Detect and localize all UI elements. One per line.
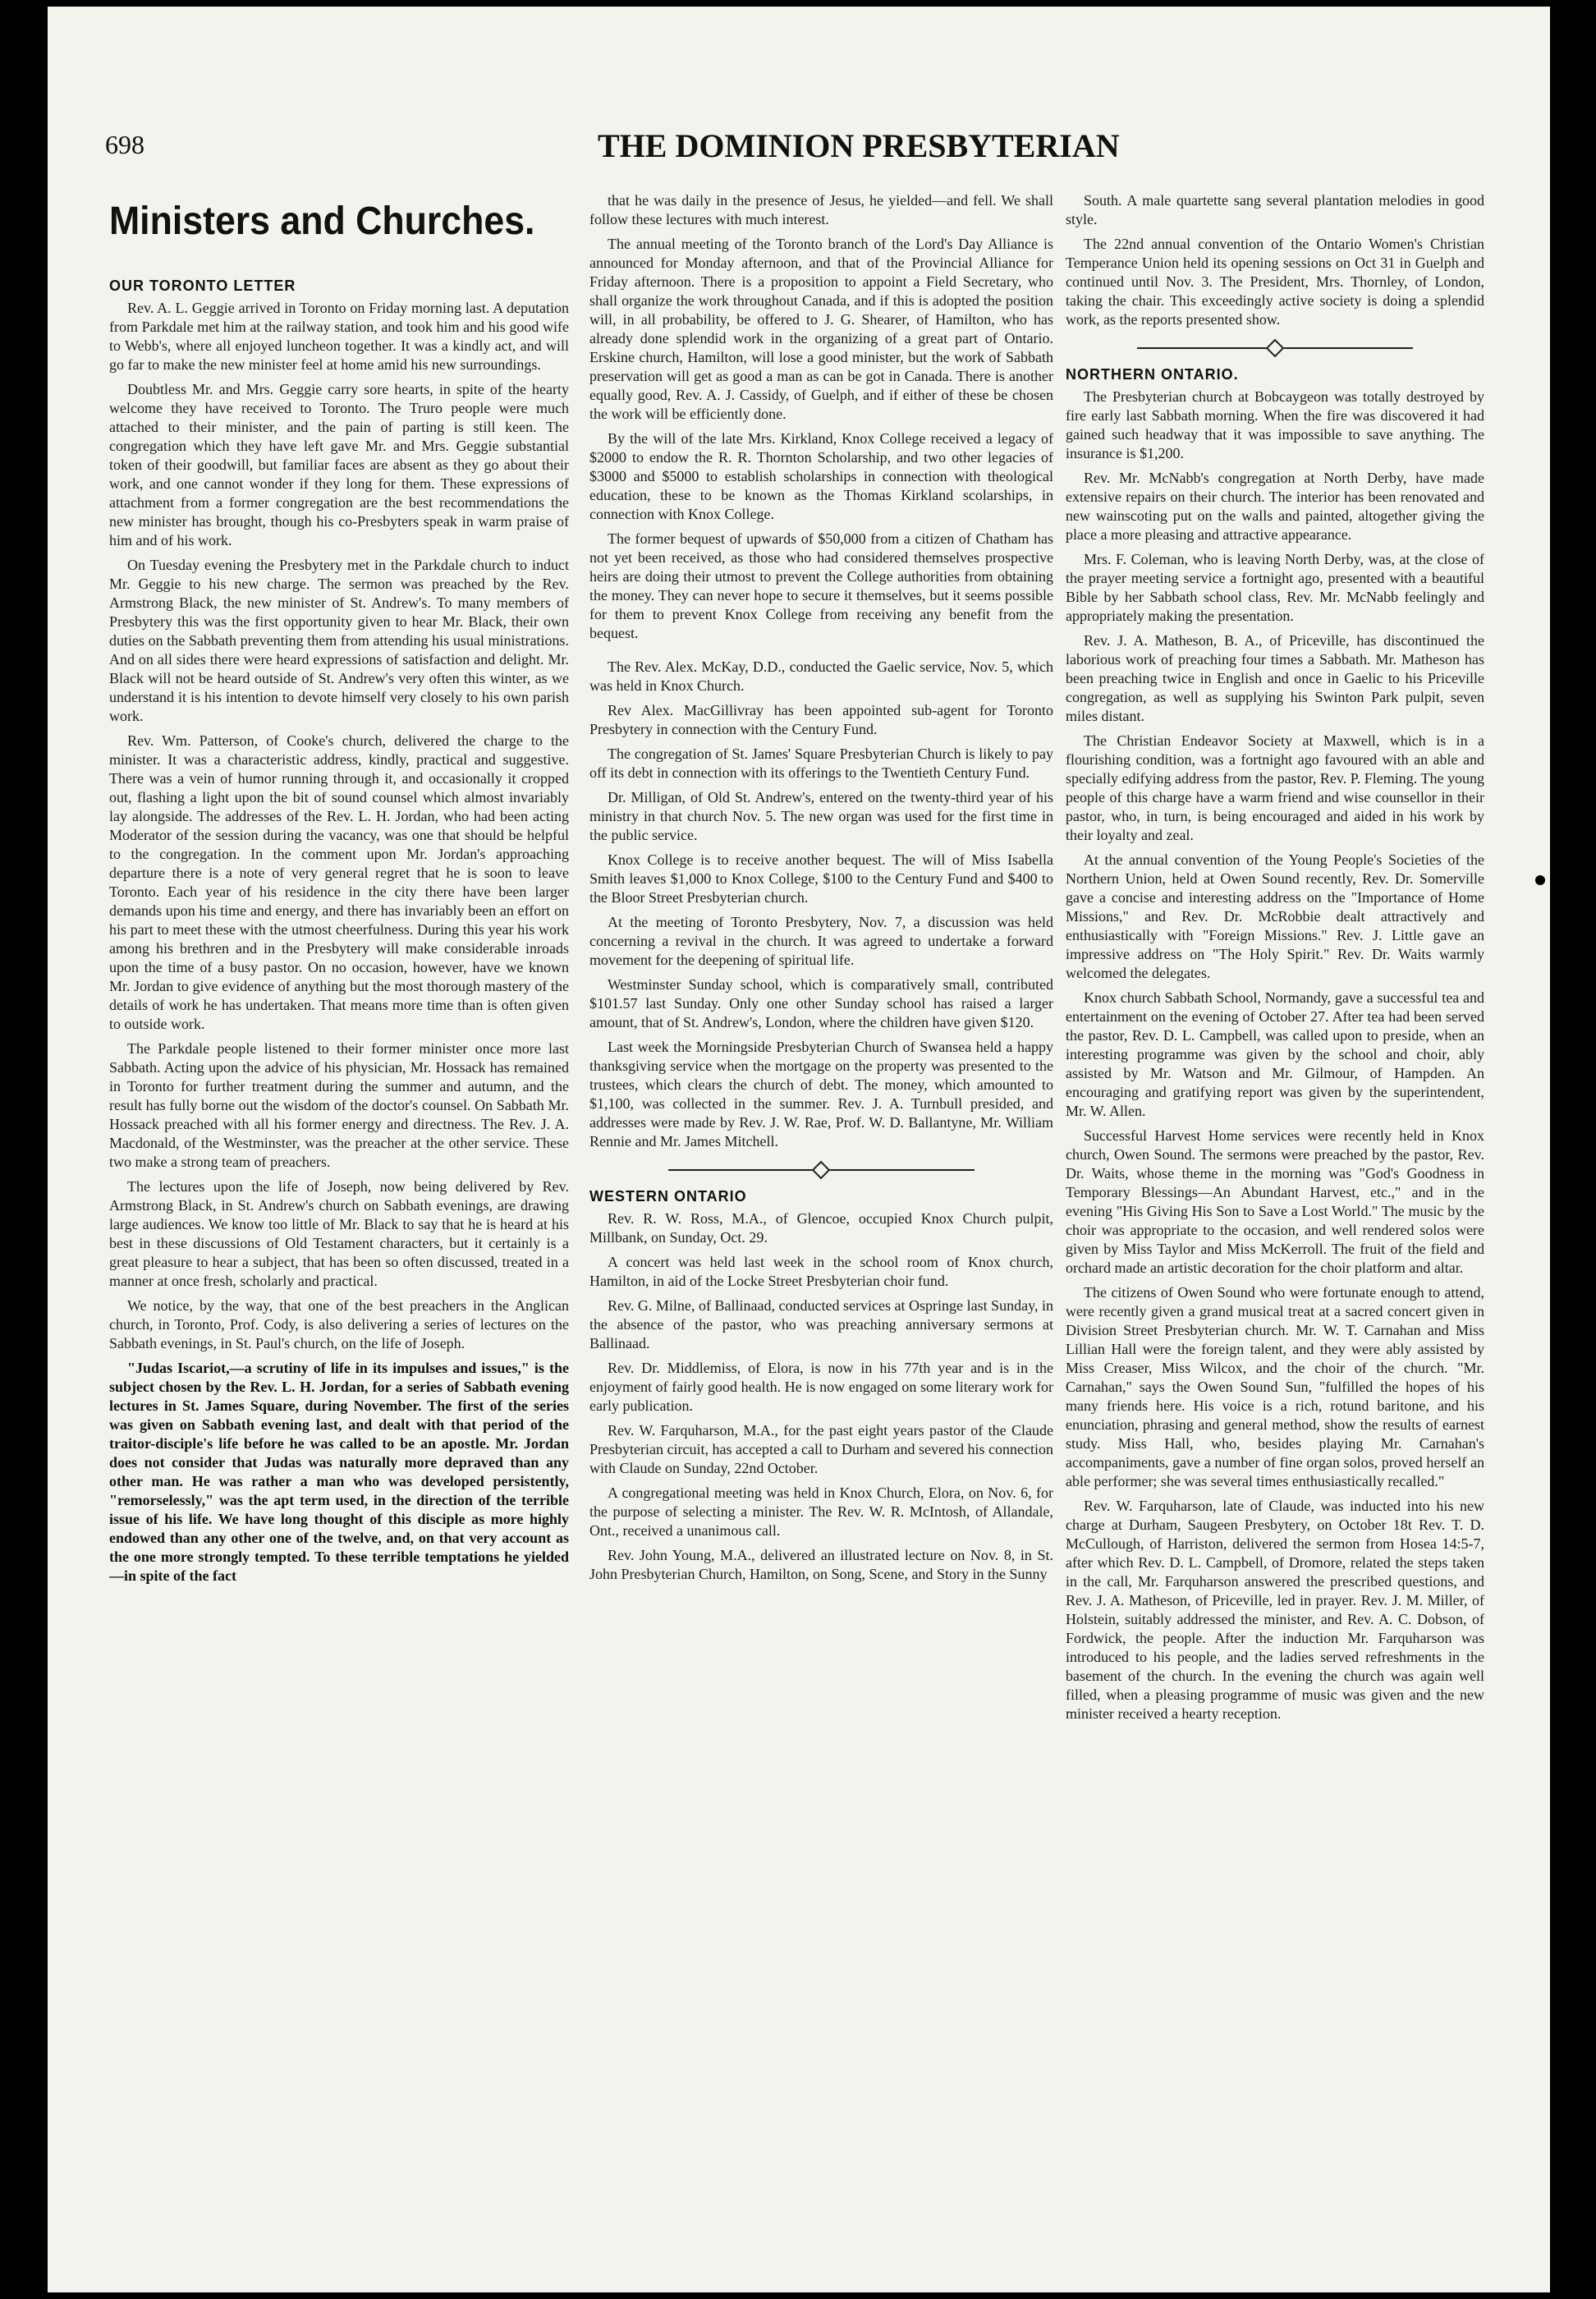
- article-paragraph: Rev. A. L. Geggie arrived in Toronto on Friday morning last. A deputation from Parkdale met him at the railway station, and took him and his good wife to Webb's, where all enjoyed luncheon together. It was a kindly act, and will go far to make the new minister feel at home amid his new surroundings.: [109, 300, 569, 373]
- article-paragraph: South. A male quartette sang several plantation melodies in good style.: [1066, 192, 1484, 227]
- article-paragraph: Rev. John Young, M.A., delivered an illustrated lecture on Nov. 8, in St. John Presbyterian Church, Hamilton, on Song, Scene, and Story in the Sunny: [589, 1547, 1053, 1582]
- section-divider: [1137, 341, 1414, 356]
- article-paragraph: At the annual convention of the Young People's Societies of the Northern Union, held at Owen Sound recently, Rev. Dr. Somerville gave a concise and interesting address on the "Importance of Home Missions," and Rev. Dr. McRobbie dealt attractively and enthusiastically with "Foreign Missions." Rev. J. Little gave an impressive address on "The Holy Spirit." Rev. Dr. Waits warmly welcomed the delegates.: [1066, 851, 1484, 981]
- article-paragraph: The former bequest of upwards of $50,000 from a citizen of Chatham has not yet been received, as those who had considered themselves prospective heirs are doing their utmost to prevent the College authorities from obtaining the money. They can never hope to secure it themselves, but it seems possible for them to prevent Knox College from receiving any benefit from the bequest.: [589, 530, 1053, 641]
- article-paragraph: Doubtless Mr. and Mrs. Geggie carry sore hearts, in spite of the hearty welcome they have received to Toronto. The Truro people were much attached to their minister, and the pain of parting is still keen. The congregation which they have left gave Mr. and Mrs. Geggie substantial token of their goodwill, but familiar faces are absent as they go about their work, and one cannot wonder if they long for them. These expressions of attachment from a former congregation are the best recommendations the new minister has brought, though his co-Presbyters speak in warm praise of him and of his work.: [109, 381, 569, 548]
- article-paragraph: The congregation of St. James' Square Presbyterian Church is likely to pay off its debt in connection with its offerings to the Twentieth Century Fund.: [589, 746, 1053, 781]
- col3-top-body: [1066, 191, 1484, 329]
- article-paragraph: "Judas Iscariot,—a scrutiny of life in its impulses and issues," is the subject chosen by the Rev. L. H. Jordan, for a series of Sabbath evening lectures in St. James Square, during November. The first of the series was given on Sabbath evening last, and dealt with that period of the traitor-disciple's life before he was called to be an apostle. Mr. Jordan does not consider that Judas was naturally more depraved than any other man. He was rather a man who was developed persistently, "remorselessly," was the apt term used, in the direction of the terrible issue of his life. We have long thought of this disciple as more highly endowed than any other one of the twelve, and, on that very account as the one more strongly tempted. To these terrible temptations he yielded—in spite of the fact: [109, 1360, 569, 1584]
- article-paragraph: On Tuesday evening the Presbytery met in the Parkdale church to induct Mr. Geggie to his new charge. The sermon was preached by the Rev. Armstrong Black, the new minister of St. Andrew's. To many members of Presbytery this was the first opportunity given to hear Mr. Black, their own duties on the Sabbath preventing them from attending his usual ministrations. And on all sides there were heard expressions of satisfaction and delight. Mr. Black will not be heard outside of St. Andrew's very often this winter, as we understand it is his intention to devote himself very closely to his own parish work.: [109, 557, 569, 724]
- article-paragraph: The Parkdale people listened to their former minister once more last Sabbath. Acting upon the advice of his physician, Mr. Hossack has remained in Toronto for further treatment during the summer and autumn, and the result has fully borne out the wisdom of the doctor's counsel. On Sabbath Mr. Hossack preached with all his former energy and directness. The Rev. J. A. Macdonald, of the Westminster, was the preacher at the other service. These two make a strong team of preachers.: [109, 1040, 569, 1170]
- article-paragraph: A congregational meeting was held in Knox Church, Elora, on Nov. 6, for the purpose of selecting a minister. The Rev. W. R. McIntosh, of Allandale, Ont., received a unanimous call.: [589, 1484, 1053, 1539]
- column-1: [109, 191, 569, 2187]
- article-paragraph: Rev. Wm. Patterson, of Cooke's church, delivered the charge to the minister. It was a characteristic address, kindly, practical and suggestive. There was a vein of humor running through it, and occasionally it cropped out, flashing a light upon the bit of sound counsel which almost invariably lay alongside. The addresses of the Rev. L. H. Jordan, who had been acting Moderator of the session during the vacancy, was one that should be helpful to the congregation. In the comment upon Mr. Jordan's approaching departure there is a note of very general regret that he is soon to leave Toronto. Each year of his residence in the city there have been larger demands upon his time and energy, and there has invariably been an effort on his part to meet these with the utmost cheerfulness. During this year his work among his brethren and in the Presbytery will make considerable inroads upon the time of a busy pastor. On no occasion, however, have we known Mr. Jordan to give evidence of anything but the most thorough mastery of the details of work he has undertaken. That means more time than is often given to outside work.: [109, 732, 569, 1032]
- article-paragraph: A concert was held last week in the school room of Knox church, Hamilton, in aid of the Locke Street Presbyterian choir fund.: [589, 1254, 1053, 1289]
- article-paragraph: The annual meeting of the Toronto branch of the Lord's Day Alliance is announced for Monday afternoon, and that of the Provincial Alliance for Friday afternoon. There is a proposition to appoint a Field Secretary, who shall organize the work throughout Canada, and if this is adopted the position will, in all probability, be offered to J. G. Shearer, of Hamilton, who has already done splendid work in the organizing of a great part of Ontario. Erskine church, Hamilton, will lose a good minister, but the work of Sabbath preservation will get as good a man as can be got in Canada. There is another equally good, Rev. A. J. Cassidy, of Guelph, and if either of these be chosen the work will be efficiently done.: [589, 236, 1053, 422]
- article-paragraph: Rev. Dr. Middlemiss, of Elora, is now in his 77th year and is in the enjoyment of fairly good health. He is now engaged on some literary work for early publication.: [589, 1360, 1053, 1414]
- article-paragraph: Rev. R. W. Ross, M.A., of Glencoe, occupied Knox Church pulpit, Millbank, on Sunday, Oct. 29.: [589, 1210, 1053, 1246]
- article-paragraph: Rev. W. Farquharson, late of Claude, was inducted into his new charge at Durham, Saugeen Presbytery, on October 18t Rev. T. D. McCullough, of Harriston, delivered the sermon from Hosea 14:5-7, after which Rev. D. L. Campbell, of Dromore, related the steps taken in the call, Mr. Farquharson answered the prescribed questions, and Rev. J. A. Matheson, of Priceville, led in prayer. Rev. J. M. Miller, of Holstein, suitably addressed the minister, and Rev. A. C. Dobson, of Fordwick, the people. After the induction Mr. Farquharson was introduced to his people, and the ladies served refreshments in the basement of the church. In the evening the church was again well filled, when a pleasing programme of music was given and the new minister received a hearty reception.: [1066, 1498, 1484, 1722]
- article-paragraph: Knox College is to receive another bequest. The will of Miss Isabella Smith leaves $1,000 to Knox College, $100 to the Century Fund and $400 to the Bloor Street Presbyterian church.: [589, 851, 1053, 906]
- section-heading-northern: NORTHERN ONTARIO.: [1066, 366, 1239, 383]
- article-paragraph: The Presbyterian church at Bobcaygeon was totally destroyed by fire early last Sabbath morning. When the fire was discovered it had gained such headway that it was impossible to save anything. The insurance is $1,200.: [1066, 388, 1484, 461]
- col2-mid-body: [589, 658, 1053, 1151]
- column-2: [589, 191, 1053, 2187]
- running-title: THE DOMINION PRESBYTERIAN: [598, 127, 1120, 164]
- article-paragraph: that he was daily in the presence of Jesus, he yielded—and fell. We shall follow these lectures with much interest.: [589, 192, 1053, 227]
- edge-mark: [1535, 875, 1545, 885]
- article-paragraph: The Rev. Alex. McKay, D.D., conducted the Gaelic service, Nov. 5, which was held in Knox Church.: [589, 658, 1053, 694]
- article-paragraph: The 22nd annual convention of the Ontario Women's Christian Temperance Union held its opening sessions on Oct 31 in Guelph and continued until Nov. 3. The President, Mrs. Thornley, of London, taking the chair. This exceedingly active society is doing a splendid work, as the reports presented show.: [1066, 236, 1484, 328]
- article-paragraph: We notice, by the way, that one of the best preachers in the Anglican church, in Toronto, Prof. Cody, is also delivering a series of lectures on the Sabbath evenings, in St. Paul's church, on the life of Joseph.: [109, 1297, 569, 1351]
- article-paragraph: Mrs. F. Coleman, who is leaving North Derby, was, at the close of the prayer meeting service a fortnight ago, presented with a beautiful Bible by her Sabbath school class, Rev. Mr. McNabb feelingly and appropriately making the presentation.: [1066, 551, 1484, 624]
- article-paragraph: Rev. W. Farquharson, M.A., for the past eight years pastor of the Claude Presbyterian circuit, has accepted a call to Durham and severed his connection with Claude on Sunday, 22nd October.: [589, 1422, 1053, 1476]
- page-number: 698: [105, 130, 144, 159]
- col1-bold-body: [109, 1359, 569, 1585]
- column-3: [1066, 191, 1484, 2187]
- article-paragraph: The citizens of Owen Sound who were fortunate enough to attend, were recently given a grand musical treat at a sacred concert given in Division Street Presbyterian church. Mr. W. T. Carnahan and Miss Lillian Hall were the foreign talent, and they were ably assisted by Miss Creaser, Miss Wilcox, and the choir of the church. "Mr. Carnahan," says the Owen Sound Sun, "fulfilled the hopes of his many friends here. His voice is a rich, rotund baritone, and his enunciation, phrasing and general method, show the results of earnest study. Miss Hall, who, besides playing Mr. Carnahan's accompaniments, gave a number of fine organ solos, proved herself an able performer; she was several times enthusiastically recalled.": [1066, 1284, 1484, 1489]
- section-heading-western: WESTERN ONTARIO: [589, 1188, 747, 1205]
- col2-top-body: [589, 191, 1053, 643]
- article-paragraph: Knox church Sabbath School, Normandy, gave a successful tea and entertainment on the evening of October 27. After tea had been served the pastor, Rev. D. L. Campbell, was called upon to preside, when an interesting programme was given by the school and choir, ably assisted by Mr. Watson and Mr. Gilmour, of Hampden. An encouraging and gratifying report was given by the superintendent, Mr. W. Allen.: [1066, 989, 1484, 1119]
- article-paragraph: Last week the Morningside Presbyterian Church of Swansea held a happy thanksgiving service when the mortgage on the property was presented to the trustees, which clears the church of debt. The money, which amounted to $1,100, was collected in the summer. Rev. J. A. Turnbull presided, and addresses were made by Rev. J. W. Rae, Prof. W. D. Ballantyne, Mr. William Rennie and Mr. James Mitchell.: [589, 1039, 1053, 1150]
- col3-northern-body: [1066, 388, 1484, 1723]
- article-paragraph: Rev Alex. MacGillivray has been appointed sub-agent for Toronto Presbytery in connection with the Century Fund.: [589, 702, 1053, 737]
- col2-western-body: [589, 1209, 1053, 1584]
- article-paragraph: Rev. Mr. McNabb's congregation at North Derby, have made extensive repairs on their church. The interior has been renovated and new wainscoting put on the walls and painted, altogether giving the place a more pleasing and attractive appearance.: [1066, 470, 1484, 543]
- article-paragraph: Successful Harvest Home services were recently held in Knox church, Owen Sound. The sermons were preached by the pastor, Rev. Dr. Waits, whose theme in the morning was "God's Goodness in Temporary Blessings—An Abundant Harvest, etc.," and in the evening "His Giving His Son to Save a Lost World." The music by the choir was appropriate to the occasion, and well rendered solos were given by Miss Taylor and Miss McKerroll. The fruit of the field and orchard made an artistic decoration for the choir platform and altar.: [1066, 1127, 1484, 1276]
- page-header: [105, 120, 1484, 169]
- article-paragraph: Westminster Sunday school, which is comparatively small, contributed $101.57 last Sunday. Only one other Sunday school has raised a larger amount, that of St. Andrew's, London, where the children have given $120.: [589, 976, 1053, 1030]
- article-paragraph: Dr. Milligan, of Old St. Andrew's, entered on the twenty-third year of his ministry in that church Nov. 5. The new organ was used for the first time in the public service.: [589, 789, 1053, 843]
- main-title: Ministers and Churches.: [109, 200, 535, 243]
- article-paragraph: The Christian Endeavor Society at Maxwell, which is in a flourishing condition, was a fortnight ago favoured with an able and specially edifying address from the pastor, Rev. P. Fleming. The young people of this charge have a warm friend and wise counsellor in their pastor, who, in turn, is being encouraged and aided in his work by their loyalty and zeal.: [1066, 732, 1484, 843]
- article-paragraph: By the will of the late Mrs. Kirkland, Knox College received a legacy of $2000 to endow the R. R. Thornton Scholarship, and two other legacies of $3000 and $5000 to establish scholarships in connection with theological education, these to be known as the Thomas Kirkland scolarships, in connection with Knox College.: [589, 430, 1053, 522]
- article-paragraph: At the meeting of Toronto Presbytery, Nov. 7, a discussion was held concerning a revival in the church. It was agreed to undertake a forward movement for the deepening of spiritual life.: [589, 914, 1053, 968]
- col1-body: [109, 299, 569, 1353]
- article-paragraph: Rev. G. Milne, of Ballinaad, conducted services at Ospringe last Sunday, in the absence of the pastor, who was preaching anniversary sermons at Ballinaad.: [589, 1297, 1053, 1351]
- newspaper-page: [48, 7, 1550, 2292]
- article-paragraph: The lectures upon the life of Joseph, now being delivered by Rev. Armstrong Black, in St. Andrew's church on Sabbath evenings, are drawing large audiences. We know too little of Mr. Black to say that he is heard at his best in these discussions of Old Testament characters, but it certainly is a great pleasure to hear a subject, that has been so often discussed, treated in a manner at once fresh, scholarly and practical.: [109, 1178, 569, 1289]
- section-divider: [668, 1163, 975, 1177]
- article-paragraph: Rev. J. A. Matheson, B. A., of Priceville, has discontinued the laborious work of preaching four times a Sabbath. Mr. Matheson has been preaching twice in English and once in Gaelic to his Priceville congregation, as well as supplying his Swinton Park pulpit, seven miles distant.: [1066, 632, 1484, 724]
- section-heading-toronto: OUR TORONTO LETTER: [109, 278, 296, 294]
